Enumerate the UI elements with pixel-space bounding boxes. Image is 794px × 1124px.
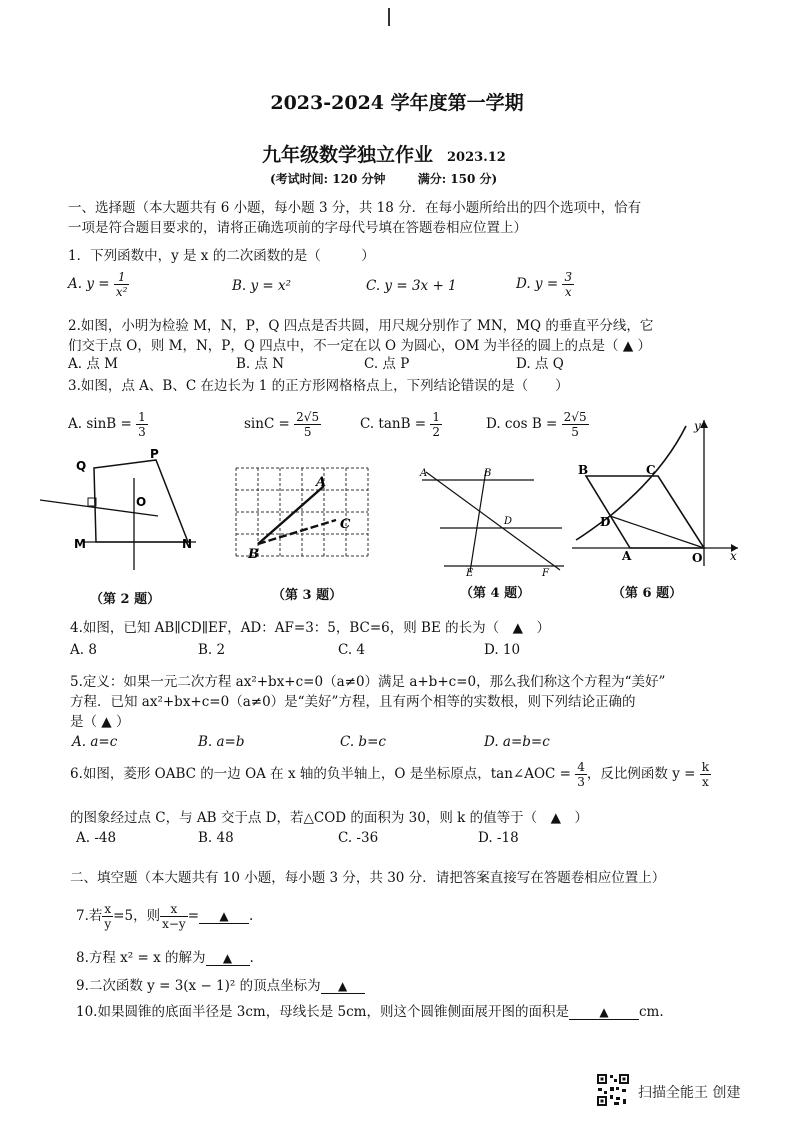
q7-num1: x [104,902,112,916]
q7-pre: 7.若 [76,908,103,924]
q3-a-num: 1 [138,410,146,424]
q7: 7.若 $\frac{x}{y}$ =5，则 $\frac{x}{x-y}$ = ▲ . [76,902,254,931]
q6-line1-pre: 6.如图，菱形 OABC 的一边 OA 在 x 轴的负半轴上，O 是坐标原点，tan∠AOC = [70,766,571,782]
transversal-be [470,470,486,572]
q1-d-num: 3 [564,270,573,284]
exam-date: 2023.12 [447,150,506,165]
f4-label-a: A [420,468,428,479]
q6-k-num: k [701,760,710,774]
q6-k-fraction [700,760,711,789]
f6-label-a: A [622,549,632,563]
q2-option-c: C. 点 P [364,356,410,372]
segment-oc [658,476,704,548]
q2-line1: 2.如图，小明为检验 M，N，P，Q 四点是否共圆，用尺规分别作了 MN，MQ 的垂直平分线，它 [68,318,654,334]
q4-stem: 4.如图，已知 AB∥CD∥EF，AD：AF=3：5，BC=6，则 BE 的长为（ ▲ ） [70,620,551,636]
f4-label-e: E [466,568,474,578]
q5-line2: 方程．已知 ax²+bx+c=0（a≠0）是“美好”方程，且有两个相等的实数根，则下列结论正确的 [70,694,636,710]
q3-d-label: D. cos B = [486,416,558,432]
q1-a-label: A. y = [68,276,110,292]
q3-c-num: 1 [432,410,441,424]
section1-heading-line2: 一项是符合题目要求的，请将正确选项前的字母代号填在答题卷相应位置上） [68,220,527,236]
q7-mid: =5，则 [113,908,161,924]
q7-answer-blank[interactable]: ▲ [199,909,249,924]
q1-a-num: 1 [114,270,130,285]
q3-option-b [244,410,321,439]
scanner-brand-text: 扫描全能王 创建 [638,1085,741,1101]
f2-label-q: Q [76,459,87,473]
score-info: 满分: 150 分) [417,172,498,186]
figure-2-caption: （第 2 题） [90,592,161,607]
q9 [76,974,365,994]
q3-d-den: 5 [571,425,579,439]
f2-label-m: M [74,537,86,551]
q3-a-label: A. sinB = [68,416,132,432]
q4-option-c: C. 4 [338,642,366,658]
rhombus-oabc [586,476,704,548]
q7-den2: x−y [162,917,186,931]
f6-label-x: x [730,549,737,563]
q8-pre: 8.方程 x² = x 的解为 [76,950,206,966]
q5-option-d: D. a=b=c [484,734,550,750]
f2-label-n: N [182,537,193,551]
q3-b-den: 5 [303,425,312,439]
f4-label-d: D [504,516,513,527]
grid-lines [236,468,368,556]
q7-num2: x [160,902,188,917]
figure-3 [232,462,382,574]
q6-line1-post: ，反比例函数 y = [586,766,696,782]
q10-pre: 10.如果圆锥的底面半径是 3cm，母线长是 5cm，则这个圆锥侧面展开图的面积是 [76,1004,569,1020]
q7-fraction-2 [160,902,188,931]
f6-label-b: B [578,463,589,477]
figure-3-caption: （第 3 题） [272,588,343,603]
q1-option-d [516,270,574,299]
q1-a-den: x² [115,285,128,299]
exam-title [262,140,506,167]
time-info: (考试时间: 120 分钟 [270,172,386,186]
q1-option-b: B. y = x² [232,278,292,294]
q3-b-fraction [294,410,321,439]
top-mark [388,8,390,26]
q7-den1: y [104,917,112,931]
y-arrow [700,420,708,428]
q10-unit: cm. [638,1004,664,1020]
figure-6-caption: （第 6 题） [612,586,683,601]
f4-label-b: B [484,468,492,479]
q3-c-fraction [430,410,442,439]
q1-d-label: D. y = [516,276,559,292]
figure-6 [566,416,746,570]
segment-od [610,516,704,548]
q7-fraction-1 [102,902,113,931]
figure-4-caption: （第 4 题） [460,586,531,601]
segment-ba [258,486,324,544]
q5-option-b: B. a=b [198,734,245,750]
q5-line3: 是（ ▲ ） [70,714,130,730]
q3-c-label: C. tanB = [360,416,427,432]
exam-meta [270,170,525,187]
q1-option-a [68,270,129,299]
q1-d-fraction [562,270,574,299]
q5-option-c: C. b=c [340,734,386,750]
q3-stem: 3.如图，点 A、B、C 在边长为 1 的正方形网格格点上，下列结论错误的是（ ） [68,378,569,394]
q10 [76,1000,664,1020]
q6-k-den: x [701,775,709,789]
q6-tan-num: 4 [577,760,585,774]
section1-heading-line1: 一、选择题（本大题共有 6 小题，每小题 3 分，共 18 分．在每小题所给出的四个选项中，恰有 [68,200,642,216]
year-title: 2023-2024 学年度第一学期 [270,92,524,114]
q5-line1: 5.定义：如果一元二次方程 ax²+bx+c=0（a≠0）满足 a+b+c=0，那么我们称这个方程为“美好” [70,674,666,690]
f6-label-d: D [600,515,611,529]
q8-answer-blank[interactable]: ▲ [206,951,250,966]
q5-option-a: A. a=c [72,734,118,750]
q6-option-b: B. 48 [198,830,234,846]
q4-option-d: D. 10 [484,642,521,658]
f4-label-f: F [542,568,549,578]
q4-option-a: A. 8 [70,642,97,658]
q7-post: = [187,908,199,924]
q3-a-den: 3 [138,425,146,439]
q6-line2: 的图象经过点 C，与 AB 交于点 D，若△COD 的面积为 30，则 k 的值等于（ ▲ ） [70,810,588,826]
q6-tan-fraction [575,760,587,789]
q4-option-b: B. 2 [198,642,226,658]
f6-label-y: y [694,419,701,433]
q2-line2: 们交于点 O，则 M，N，P，Q 四点中，不一定在以 O 为圆心，OM 为半径的圆上的点是（ ▲ ） [68,338,652,354]
q3-d-num: 2√5 [563,410,587,424]
q6-option-a: A. -48 [76,830,117,846]
exam-title-text: 九年级数学独立作业 [262,144,434,166]
q9-pre: 9.二次函数 y = 3(x − 1)² 的顶点坐标为 [76,978,321,994]
q10-answer-blank[interactable]: ▲ [569,1005,639,1020]
figure-2 [36,448,206,578]
q3-option-c [360,410,442,439]
q3-option-a [68,410,148,439]
q8: 8.方程 x² = x 的解为 ▲ . [76,950,254,966]
q1-d-den: x [564,285,572,299]
f3-label-b: B [248,547,259,562]
q3-c-den: 2 [432,425,441,439]
transversal-af [426,472,560,570]
f6-label-c: C [646,463,656,477]
q6-line1 [70,760,711,789]
q2-option-a: A. 点 M [68,356,118,372]
q9-answer-blank[interactable]: ▲ [321,979,365,994]
section2-heading: 二、填空题（本大题共有 10 小题，每小题 3 分，共 30 分．请把答案直接写在答题卷相应位置上） [70,870,666,886]
q2-option-d: D. 点 Q [516,356,564,372]
q1-a-fraction [114,270,130,299]
q6-option-d: D. -18 [478,830,519,846]
q3-a-fraction [136,410,148,439]
q3-b-num: 2√5 [296,410,320,424]
qr-code-icon [596,1073,630,1107]
q2-option-b: B. 点 N [236,356,285,372]
q6-option-c: C. -36 [338,830,379,846]
q1-option-c: C. y = 3x + 1 [366,278,457,294]
f3-label-a: A [316,475,327,490]
f3-label-c: C [340,517,351,532]
f2-label-p: P [150,448,159,461]
q6-tan-den: 3 [577,775,585,789]
q1-stem: 1．下列函数中，y 是 x 的二次函数的是（ ） [68,248,375,264]
q3-b-label: sinC = [244,416,290,432]
f2-label-o: O [136,495,147,509]
f6-label-o: O [692,551,703,565]
figure-4 [414,462,570,578]
